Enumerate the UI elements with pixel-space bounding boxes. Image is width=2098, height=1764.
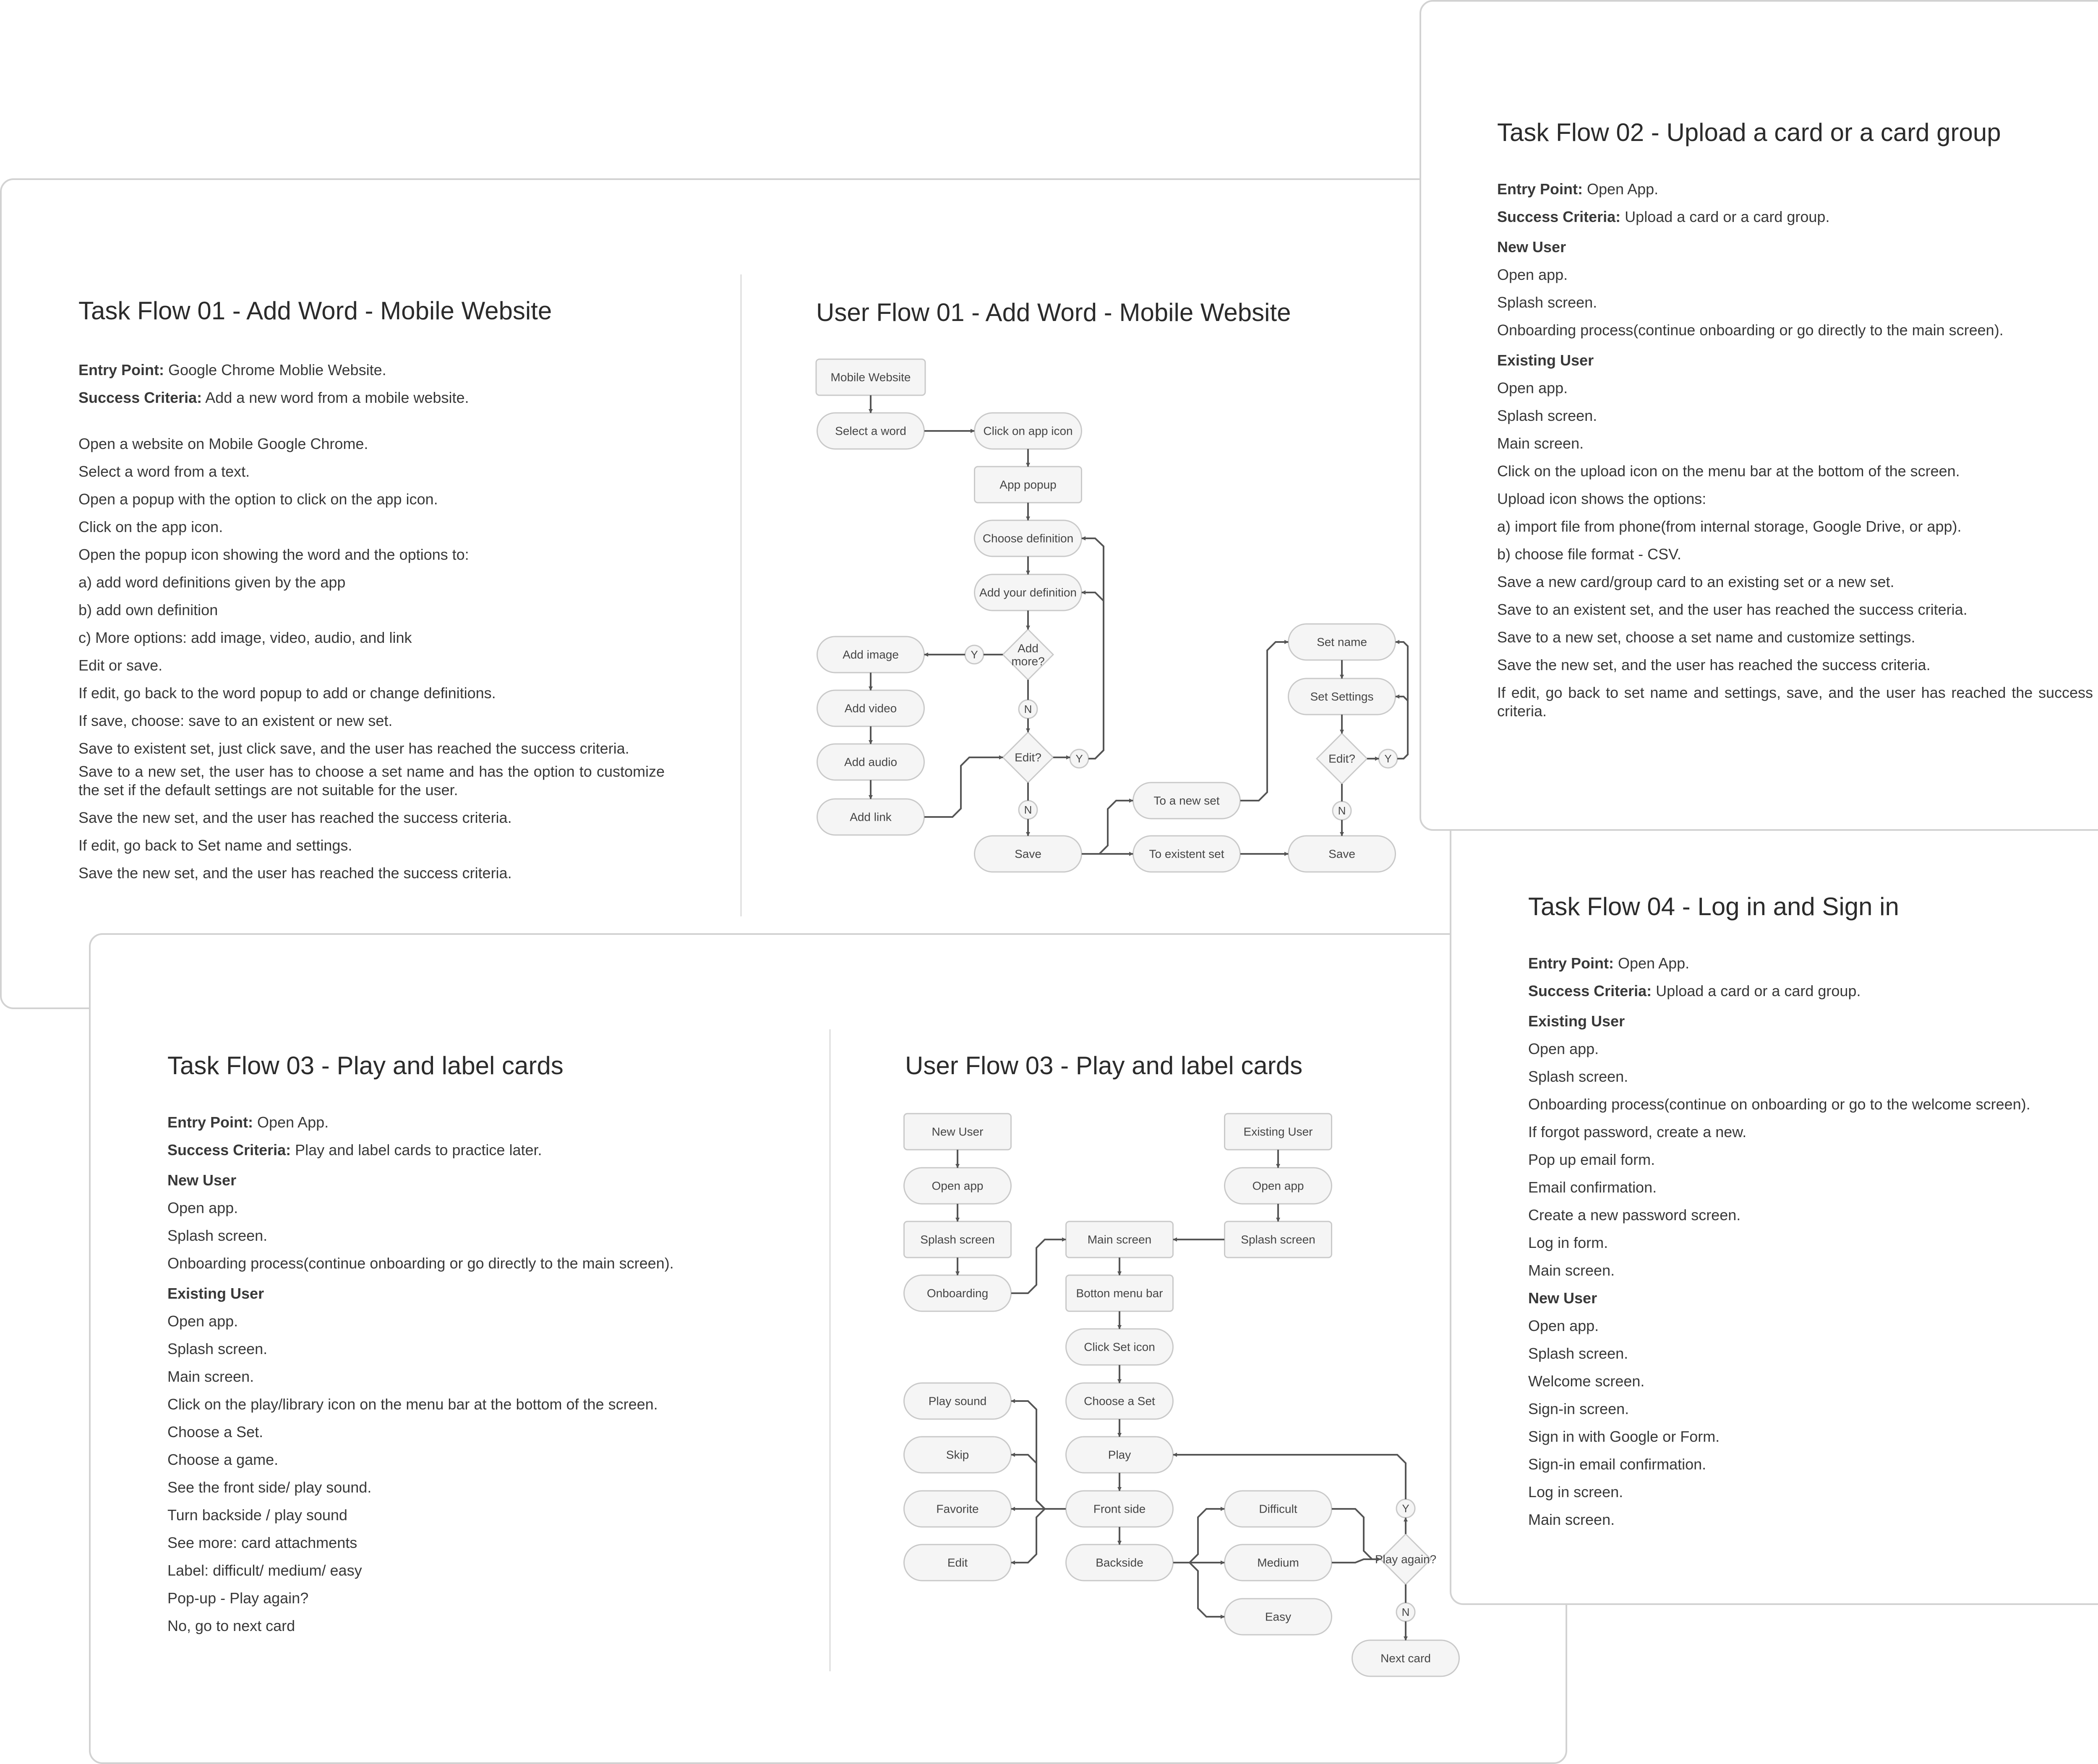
flow-node-medium [1225, 1545, 1332, 1581]
svg-text:Add audio: Add audio [844, 755, 898, 769]
flow-node-choose-a-set [1066, 1383, 1173, 1419]
svg-text:N: N [1024, 804, 1032, 816]
existing-user-heading: Existing User [1528, 1012, 1625, 1030]
svg-text:N: N [1024, 703, 1032, 715]
step: No, go to next card [167, 1617, 295, 1634]
svg-text:Y: Y [971, 648, 978, 661]
flow-node-select-a-word [817, 413, 924, 449]
step: Open the popup icon showing the word and the options to: [78, 546, 469, 563]
flow-connector [1173, 1563, 1224, 1617]
svg-text:Difficult: Difficult [1259, 1502, 1297, 1516]
svg-text:Add link: Add link [850, 810, 892, 824]
svg-text:Choose definition: Choose definition [982, 532, 1074, 545]
step: Splash screen. [167, 1340, 268, 1357]
entry-point: Entry Point: Open App. [1528, 955, 1690, 972]
step: a) add word definitions given by the app [78, 574, 346, 591]
flow-node-new-user [904, 1114, 1011, 1150]
flow-connector [1332, 1559, 1380, 1563]
flow-node-open-app [1225, 1168, 1332, 1204]
svg-text:Click on app icon: Click on app icon [983, 424, 1073, 438]
flow-connector [1396, 697, 1408, 759]
step: Label: difficult/ medium/ easy [167, 1562, 362, 1579]
step: Open a website on Mobile Google Chrome. [78, 435, 368, 452]
new-user-heading: New User [1497, 238, 1566, 256]
flow-node-add-audio [817, 744, 924, 780]
step: If forgot password, create a new. [1528, 1123, 1747, 1140]
existing-user-heading: Existing User [167, 1285, 264, 1302]
step: Splash screen. [1528, 1068, 1628, 1085]
task-flow-title: Task Flow 03 - Play and label cards [167, 1052, 564, 1080]
flow-node-y [1070, 749, 1088, 768]
entry-point: Entry Point: Open App. [1497, 180, 1659, 198]
flow-node-add-link [817, 799, 924, 835]
flow-node-edit [1003, 732, 1053, 783]
svg-text:Front side: Front side [1093, 1502, 1146, 1516]
flow-connector [1011, 1239, 1066, 1293]
task-flow-title: Task Flow 01 - Add Word - Mobile Website [78, 297, 552, 325]
flow-connector [1240, 642, 1288, 801]
flow-node-next-card [1352, 1640, 1459, 1676]
flow-node-save [1289, 836, 1396, 872]
svg-text:Play: Play [1108, 1448, 1131, 1461]
flow-node-click-set-icon [1066, 1329, 1173, 1365]
step: Save the new set, and the user has reached the success criteria. [78, 864, 512, 882]
svg-text:Set Settings: Set Settings [1310, 690, 1374, 703]
step: If edit, go back to set name and settings, save, and the user has reached the success criteria. [1497, 684, 2093, 720]
step: Pop up email form. [1528, 1151, 1655, 1168]
step: Save the new set, and the user has reached the success criteria. [78, 809, 512, 826]
step: See more: card attachments [167, 1534, 357, 1551]
step: Choose a Set. [167, 1423, 264, 1440]
step: Onboarding process(continue onboarding or go directly to the main screen). [167, 1255, 674, 1272]
flow-node-y [1396, 1499, 1415, 1518]
step: Welcome screen. [1528, 1373, 1645, 1390]
flow-node-edit [904, 1545, 1011, 1581]
step: c) More options: add image, video, audio, and link [78, 629, 412, 646]
svg-text:Splash screen: Splash screen [920, 1233, 995, 1246]
step: Pop-up - Play again? [167, 1589, 309, 1607]
flow-node-add-your-definition [975, 574, 1082, 611]
flow-connector [1396, 642, 1408, 759]
step: Sign-in screen. [1528, 1400, 1629, 1417]
svg-text:Click Set icon: Click Set icon [1084, 1340, 1155, 1354]
flow-connector [1173, 1509, 1224, 1563]
svg-text:Set name: Set name [1317, 635, 1367, 649]
step: Onboarding process(continue on onboarding or go to the welcome screen). [1528, 1096, 2030, 1113]
step: Email confirmation. [1528, 1179, 1657, 1196]
existing-user-heading: Existing User [1497, 352, 1594, 369]
task-flow-title: Task Flow 04 - Log in and Sign in [1528, 892, 1899, 921]
flow-node-backside [1066, 1545, 1173, 1581]
step: Turn backside / play sound [167, 1506, 347, 1524]
svg-text:App popup: App popup [999, 478, 1057, 491]
svg-text:N: N [1338, 804, 1346, 817]
flow-node-to-a-new-set [1133, 783, 1240, 819]
flow-node-to-existent-set [1133, 836, 1240, 872]
svg-text:Mobile Website: Mobile Website [830, 371, 911, 384]
flow-node-front-side [1066, 1491, 1173, 1527]
flow-node-choose-definition [975, 520, 1082, 556]
svg-text:To a new set: To a new set [1153, 794, 1220, 807]
flow-node-n [1019, 700, 1037, 718]
svg-text:Add video: Add video [844, 702, 897, 715]
svg-text:Play again?: Play again? [1375, 1553, 1437, 1566]
flow-node-existing-user [1225, 1114, 1332, 1150]
flow-node-n [1333, 801, 1351, 820]
svg-text:Save: Save [1015, 847, 1041, 861]
flow-node-play [1066, 1437, 1173, 1473]
flow-node-set-settings [1289, 678, 1396, 715]
flow-node-add-more [1003, 629, 1053, 680]
flow-connector [1011, 1509, 1066, 1563]
success-criteria: Success Criteria: Upload a card or a card group. [1528, 982, 1861, 999]
flow-connector [1332, 1509, 1380, 1559]
flow-node-splash-screen [904, 1221, 1011, 1258]
svg-text:Skip: Skip [946, 1448, 969, 1461]
svg-text:Favorite: Favorite [936, 1502, 979, 1516]
flow-node-onboarding [904, 1275, 1011, 1311]
svg-text:Open app: Open app [932, 1179, 984, 1193]
flow-node-botton-menu-bar [1066, 1275, 1173, 1311]
step: Splash screen. [1497, 294, 1597, 311]
step: Click on the app icon. [78, 518, 223, 535]
step: Main screen. [1528, 1262, 1615, 1279]
step: Open app. [1497, 379, 1568, 397]
flow-connector [1082, 592, 1104, 759]
flow-connector [924, 757, 1003, 817]
step: Edit or save. [78, 657, 163, 674]
flow-node-splash-screen [1225, 1221, 1332, 1258]
flow-node-click-on-app-icon [975, 413, 1082, 449]
svg-text:Splash screen: Splash screen [1241, 1233, 1315, 1246]
step: Click on the upload icon on the menu bar at the bottom of the screen. [1497, 462, 1960, 480]
step: Select a word from a text. [78, 463, 250, 480]
svg-text:Easy: Easy [1265, 1610, 1292, 1623]
step: Click on the play/library icon on the menu bar at the bottom of the screen. [167, 1396, 658, 1413]
step: Save the new set, and the user has reached the success criteria. [1497, 656, 1931, 673]
svg-text:Y: Y [1402, 1502, 1409, 1515]
step: Open app. [1528, 1040, 1599, 1057]
step: Sign-in email confirmation. [1528, 1456, 1707, 1473]
step: Open app. [167, 1199, 238, 1216]
svg-text:Main screen: Main screen [1087, 1233, 1152, 1246]
flow-node-easy [1225, 1599, 1332, 1635]
flow-node-add-video [817, 690, 924, 726]
svg-text:Onboarding: Onboarding [926, 1286, 989, 1300]
task-flow-title: Task Flow 02 - Upload a card or a card group [1497, 118, 2001, 146]
svg-text:Backside: Backside [1096, 1556, 1143, 1569]
svg-text:Medium: Medium [1257, 1556, 1299, 1569]
step: See the front side/ play sound. [167, 1479, 372, 1496]
step: If edit, go back to Set name and settings. [78, 837, 352, 854]
flow-node-y [965, 645, 984, 664]
step: Save to a new set, the user has to choose a set name and has the option to customize the set if the default settings are not suitable for the user. [78, 763, 665, 798]
step: If save, choose: save to an existent or new set. [78, 712, 393, 729]
svg-text:Existing User: Existing User [1243, 1125, 1313, 1138]
svg-text:Play sound: Play sound [928, 1394, 987, 1408]
step: Open app. [1528, 1317, 1599, 1334]
flow-connector [1082, 538, 1104, 759]
success-criteria: Success Criteria: Play and label cards to practice later. [167, 1141, 542, 1159]
success-criteria: Success Criteria: Add a new word from a mobile website. [78, 389, 469, 406]
svg-text:Edit?: Edit? [1015, 751, 1041, 764]
flow-node-open-app [904, 1168, 1011, 1204]
step: Main screen. [1497, 435, 1584, 452]
flow-connector [1082, 801, 1133, 854]
step: Log in form. [1528, 1234, 1608, 1251]
step: Splash screen. [167, 1227, 268, 1244]
svg-text:Select a word: Select a word [835, 424, 906, 438]
step: If edit, go back to the word popup to add or change definitions. [78, 684, 496, 702]
flow-node-y [1379, 749, 1397, 768]
svg-text:Edit?: Edit? [1328, 752, 1355, 765]
svg-text:Next card: Next card [1380, 1652, 1431, 1665]
new-user-heading: New User [1528, 1289, 1597, 1307]
svg-text:New User: New User [932, 1125, 984, 1138]
svg-text:Choose a Set: Choose a Set [1084, 1394, 1155, 1408]
step: Main screen. [1528, 1511, 1615, 1528]
svg-text:Save: Save [1328, 847, 1355, 861]
svg-text:Y: Y [1075, 752, 1083, 765]
svg-text:Open app: Open app [1252, 1179, 1304, 1193]
flow-node-main-screen [1066, 1221, 1173, 1258]
step: Save to a new set, choose a set name and customize settings. [1497, 629, 1915, 646]
step: Save a new card/group card to an existing set or a new set. [1497, 573, 1894, 590]
step: b) add own definition [78, 601, 218, 618]
step: Open app. [167, 1313, 238, 1330]
step: a) import file from phone(from internal storage, Google Drive, or app). [1497, 518, 1962, 535]
step: Sign in with Google or Form. [1528, 1428, 1720, 1445]
flow-node-difficult [1225, 1491, 1332, 1527]
step: Save to existent set, just click save, and the user has reached the success criteria. [78, 740, 629, 757]
user-flow-title: User Flow 03 - Play and label cards [905, 1052, 1303, 1080]
svg-text:Y: Y [1384, 752, 1392, 765]
step: Save to an existent set, and the user has reached the success criteria. [1497, 601, 1968, 618]
flow-node-favorite [904, 1491, 1011, 1527]
step: Open a popup with the option to click on the app icon. [78, 491, 438, 508]
step: Splash screen. [1497, 407, 1597, 424]
flow-node-app-popup [975, 467, 1082, 503]
step: Main screen. [167, 1368, 254, 1385]
flow-node-skip [904, 1437, 1011, 1473]
svg-text:To existent set: To existent set [1149, 847, 1224, 861]
step: Splash screen. [1528, 1345, 1628, 1362]
flow-node-add-image [817, 637, 924, 673]
flow-node-edit [1317, 733, 1367, 784]
svg-text:Add image: Add image [843, 648, 899, 661]
flow-node-n [1019, 801, 1037, 819]
step: Open app. [1497, 266, 1568, 283]
new-user-heading: New User [167, 1172, 237, 1189]
entry-point: Entry Point: Open App. [167, 1114, 329, 1131]
step: Upload icon shows the options: [1497, 490, 1707, 507]
svg-text:N: N [1401, 1606, 1410, 1618]
flow-node-set-name [1289, 624, 1396, 660]
success-criteria: Success Criteria: Upload a card or a card group. [1497, 208, 1830, 225]
user-flow-title: User Flow 01 - Add Word - Mobile Website [816, 298, 1291, 326]
svg-text:Edit: Edit [947, 1556, 968, 1569]
flow-node-n [1396, 1603, 1415, 1621]
svg-text:Add your definition: Add your definition [979, 586, 1077, 599]
flow-node-play-sound [904, 1383, 1011, 1419]
step: Log in screen. [1528, 1483, 1623, 1500]
flow-connector [1011, 1455, 1066, 1509]
step: Choose a game. [167, 1451, 279, 1468]
flow-node-save [975, 836, 1082, 872]
svg-text:Botton menu bar: Botton menu bar [1076, 1286, 1163, 1300]
flow-node-play-again [1375, 1534, 1436, 1584]
flow-node-mobile-website [816, 359, 925, 395]
svg-text:Addmore?: Add more? [1011, 642, 1045, 668]
step: Create a new password screen. [1528, 1206, 1741, 1224]
step: Onboarding process(continue onboarding or go directly to the main screen). [1497, 321, 2004, 339]
step: b) choose file format - CSV. [1497, 545, 1681, 563]
entry-point: Entry Point: Google Chrome Moblie Website. [78, 361, 386, 378]
